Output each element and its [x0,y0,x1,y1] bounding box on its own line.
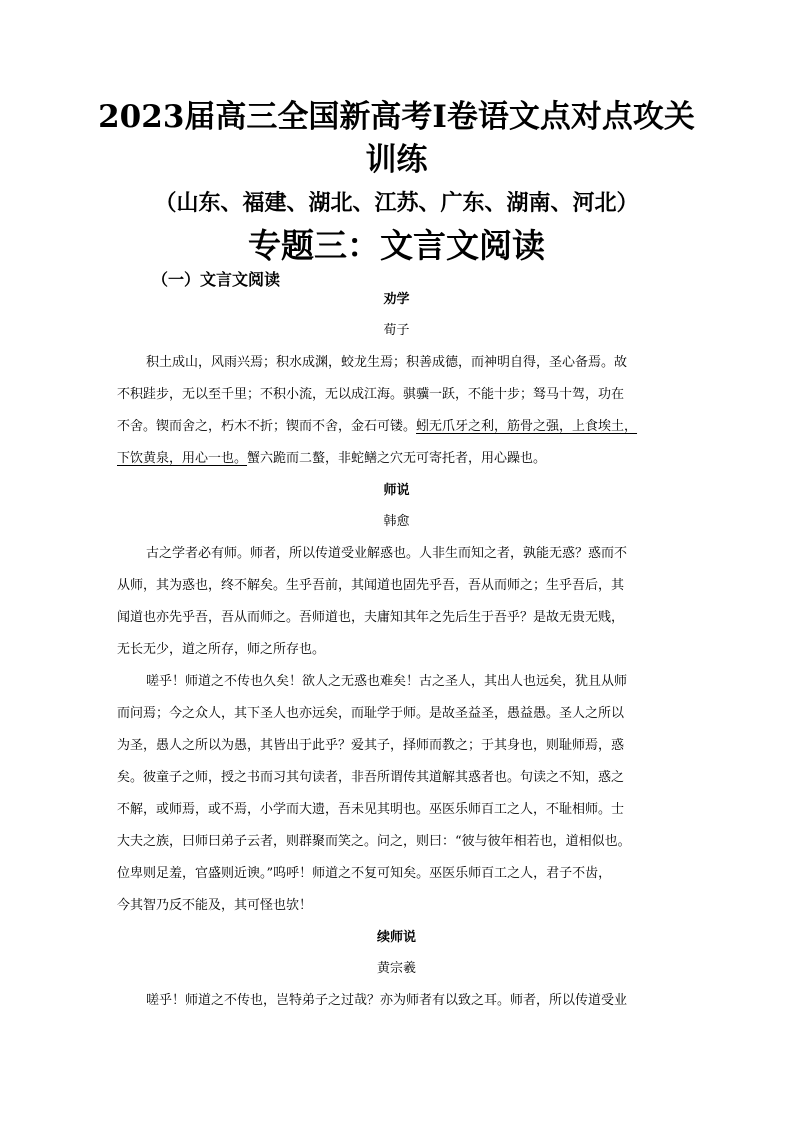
xushishuo-title: 续师说 [376,930,416,945]
topic-title: 专题三：文言文阅读 [248,226,545,265]
shishuo-line: 而问焉；今之众人，其下圣人也亦远矣，而耻学于师。是故圣益圣，愚益愚。圣人之所以 [117,706,625,721]
shishuo-line: 嗟乎！师道之不传也久矣！欲人之无惑也难矣！古之圣人，其出人也远矣，犹且从师 [146,674,628,689]
quanxue-author: 荀子 [383,323,410,338]
quanxue-line [117,418,637,436]
shishuo-author: 韩愈 [383,514,410,529]
shishuo-line: 为圣，愚人之所以为愚，其皆出于此乎？爱其子，择师而教之；于其身也，则耻师焉，惑 [117,738,625,753]
section-heading: （一）文言文阅读 [152,270,281,289]
quanxue-line: 不积跬步，无以至千里；不积小流，无以成江海。骐骥一跃，不能十步；驽马十驾，功在 [117,387,625,402]
xushishuo-line: 嗟乎！师道之不传也，岂特弟子之过哉？亦为师者有以致之耳。师者，所以传道受业 [146,993,628,1008]
quanxue-text: 蟹六跪而二螯，非蛇鳝之穴无可寄托者，用心躁也。 [247,451,547,466]
shishuo-line: 大夫之族，曰师曰弟子云者，则群聚而笑之。问之，则曰：“彼与彼年相若也，道相似也。 [117,834,631,849]
shishuo-line: 今其智乃反不能及，其可怪也欤！ [117,898,313,913]
shishuo-line: 从师，其为惑也，终不解矣。生乎吾前，其闻道也固先乎吾，吾从而师之；生乎吾后，其 [117,578,625,593]
shishuo-title: 师说 [383,483,410,498]
underlined-passage: 蚓无爪牙之利，筋骨之强，上食埃土， [416,419,638,434]
quanxue-title: 劝学 [383,292,410,307]
document-title-line-2: 训练 [365,142,428,178]
quanxue-line [117,450,546,468]
shishuo-line: 位卑则足羞，官盛则近谀。”呜呼！师道之不复可知矣。巫医乐师百工之人，君子不齿， [117,866,612,881]
provinces-subtitle: （山东、福建、湖北、江苏、广东、湖南、河北） [154,190,639,216]
shishuo-line: 不解，或师焉，或不焉，小学而大遗，吾未见其明也。巫医乐师百工之人，不耻相师。士 [117,802,625,817]
shishuo-line: 矣。彼童子之师，授之书而习其句读者，非吾所谓传其道解其惑者也。句读之不知，惑之 [117,770,625,785]
shishuo-line: 闻道也亦先乎吾，吾从而师之。吾师道也，夫庸知其年之先后生于吾乎？是故无贵无贱， [117,610,625,625]
quanxue-text: 不舍。锲而舍之，朽木不折；锲而不舍，金石可镂。 [117,419,417,434]
document-title-line-1: 2023届高三全国新高考Ⅰ卷语文点对点攻关 [98,99,695,135]
xushishuo-author: 黄宗羲 [376,961,416,976]
shishuo-line: 古之学者必有师。师者，所以传道受业解惑也。人非生而知之者，孰能无惑？惑而不 [146,546,628,561]
quanxue-line: 积土成山，风雨兴焉；积水成渊，蛟龙生焉；积善成德，而神明自得，圣心备焉。故 [146,355,628,370]
shishuo-line: 无长无少，道之所存，师之所存也。 [117,642,326,657]
underlined-passage: 下饮黄泉，用心一也。 [117,451,248,466]
